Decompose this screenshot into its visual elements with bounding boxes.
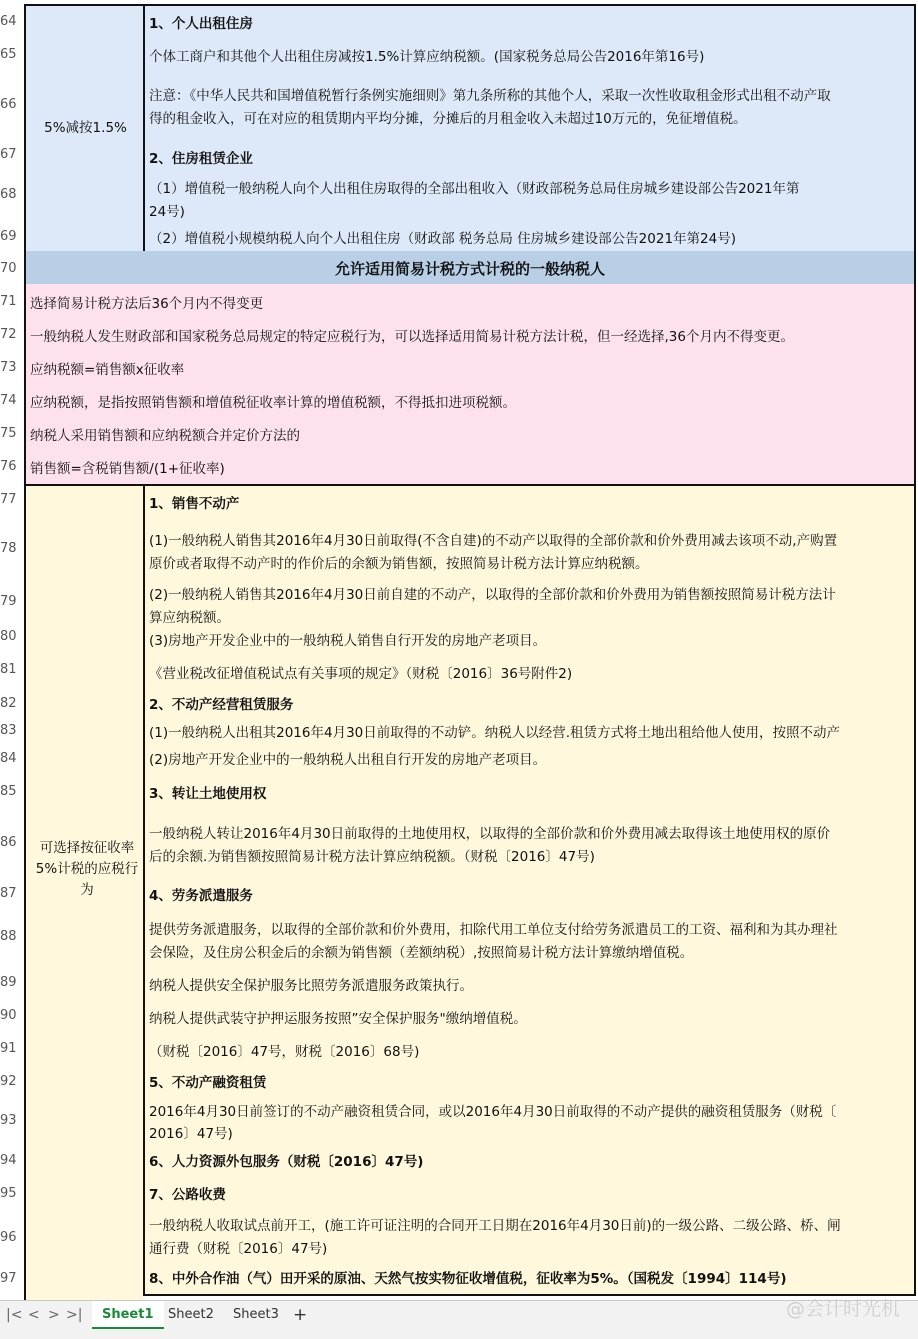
section-heading: 6、人力资源外包服务（财税〔2016〕47号) <box>149 1154 424 1170</box>
row-number[interactable]: 86 <box>0 835 17 850</box>
item-oil-gas[interactable] <box>143 1260 916 1296</box>
row-number[interactable]: 80 <box>0 629 17 644</box>
section-heading: 2、住房租赁企业 <box>149 151 253 167</box>
last-sheet-icon[interactable]: >| <box>66 1307 83 1323</box>
pink-section <box>24 284 916 485</box>
text-line: 原价或者取得不动产时的作价后的余额为销售额，按照简易计税方法计算应纳税额。 <box>149 556 649 572</box>
row-number[interactable]: 95 <box>0 1186 17 1201</box>
row-number[interactable]: 65 <box>0 47 17 62</box>
text-line[interactable]: 纳税人采用销售额和应纳税额合并定价方法的 <box>30 428 300 444</box>
item-hr-outsourcing[interactable] <box>143 1144 916 1178</box>
sheet-tab-bar <box>0 1300 918 1331</box>
row-number[interactable]: 78 <box>0 541 17 556</box>
row-number[interactable]: 93 <box>0 1113 17 1128</box>
first-sheet-icon[interactable]: |< <box>6 1307 23 1323</box>
row-number[interactable]: 72 <box>0 327 17 342</box>
next-sheet-icon[interactable]: > <box>48 1307 60 1323</box>
row-number[interactable]: 84 <box>0 751 17 766</box>
section-heading: 4、劳务派遣服务 <box>149 888 253 904</box>
row-number[interactable]: 81 <box>0 662 17 677</box>
text-line: 2016〕47号) <box>149 1126 233 1142</box>
row-number[interactable]: 90 <box>0 1008 17 1023</box>
label-text: 可选择按征收率5%计税的应税行为 <box>35 839 139 898</box>
row-number[interactable]: 85 <box>0 784 17 799</box>
text-line: 纳税人提供武装守护押运服务按照”安全保护服务"缴纳增值税。 <box>149 1011 527 1027</box>
row-number[interactable]: 70 <box>0 261 17 276</box>
text-line: 得的租金收入，可在对应的租赁期内平均分摊，分摊后的月租金收入未超过10万元的，免征增值税。 <box>149 111 747 127</box>
blue-label-cell[interactable] <box>24 4 145 253</box>
tab-sheet3[interactable]: Sheet3 <box>233 1307 279 1322</box>
text-line: (1)一般纳税人出租其2016年4月30日前取得的不动铲。纳税人以经营.租赁方式将土地出租给他人使用，按照不动产 <box>149 725 841 741</box>
blue-content-cell[interactable] <box>143 4 916 253</box>
row-number[interactable]: 73 <box>0 360 17 375</box>
text-line: 提供劳务派遣服务，以取得的全部价款和价外费用，扣除代用工单位支付给劳务派遣员工的工资、福利和为其办理社 <box>149 922 838 938</box>
text-line: (2)房地产开发企业中的一般纳税人出租自行开发的房地产老项目。 <box>149 752 547 768</box>
row-number[interactable]: 82 <box>0 696 17 711</box>
prev-sheet-icon[interactable]: < <box>28 1307 40 1323</box>
row-number[interactable]: 89 <box>0 975 17 990</box>
row-number[interactable]: 91 <box>0 1041 17 1056</box>
section-heading: 2、不动产经营租赁服务 <box>149 697 294 713</box>
label-text: 5%减按1.5% <box>44 120 127 136</box>
text-line: 通行费（财税〔2016〕47号) <box>149 1241 328 1257</box>
status-bar <box>0 1330 918 1339</box>
text-line[interactable]: 应纳税额，是指按照销售额和增值税征收率计算的增值税额，不得抵扣进项税额。 <box>30 395 516 411</box>
row-number[interactable]: 69 <box>0 229 17 244</box>
row-number[interactable]: 74 <box>0 393 17 408</box>
row-number[interactable]: 97 <box>0 1271 17 1286</box>
text-line[interactable]: 选择简易计税方法后36个月内不得变更 <box>30 296 264 312</box>
item-labor-dispatch[interactable] <box>143 876 916 1067</box>
row-number[interactable]: 71 <box>0 294 17 309</box>
text-line: 纳税人提供安全保护服务比照劳务派遣服务政策执行。 <box>149 978 473 994</box>
text-line: 24号) <box>149 204 185 220</box>
tab-sheet1[interactable]: Sheet1 <box>92 1301 164 1329</box>
text-line: 一般纳税人收取试点前开工，(施工许可证注明的合同开工日期在2016年4月30日前)的一级公路、二级公路、桥、闸 <box>149 1218 841 1234</box>
text-line: （财税〔2016〕47号，财税〔2016〕68号) <box>149 1044 420 1060</box>
row-number[interactable]: 88 <box>0 929 17 944</box>
row-number[interactable]: 76 <box>0 459 17 474</box>
item-land-use-right[interactable] <box>143 773 916 878</box>
text-line: （1）增值税一般纳税人向个人出租住房取得的全部出租收入（财政部税务总局住房城乡建设部公告2021年第 <box>149 181 800 197</box>
section-title: 允许适用简易计税方式计税的一般纳税人 <box>334 260 605 278</box>
text-line: 后的余额.为销售额按照简易计税方法计算应纳税额。（财税〔2016〕47号) <box>149 849 595 865</box>
section-heading: 7、公路收费 <box>149 1187 226 1203</box>
text-line[interactable]: 一般纳税人发生财政部和国家税务总局规定的特定应税行为，可以选择适用简易计税方法计税，但一经选择,36个月内不得变更。 <box>30 329 794 345</box>
cream-label-cell[interactable] <box>24 484 145 1300</box>
row-number[interactable]: 87 <box>0 886 17 901</box>
row-number[interactable]: 66 <box>0 97 17 112</box>
tab-sheet2[interactable]: Sheet2 <box>168 1307 214 1322</box>
text-line: 注意：《中华人民共和国增值税暂行条例实施细则》第九条所称的其他个人，采取一次性收取租金形式出租不动产取 <box>149 88 831 104</box>
row-number[interactable]: 92 <box>0 1074 17 1089</box>
section-header-cell[interactable] <box>24 251 916 286</box>
row-number[interactable]: 75 <box>0 426 17 441</box>
row-number[interactable]: 68 <box>0 187 17 202</box>
item-highway-toll[interactable] <box>143 1176 916 1262</box>
text-line: 个体工商户和其他个人出租住房减按1.5%计算应纳税额。(国家税务总局公告2016年第16号) <box>149 49 705 65</box>
text-line: 会保险，及住房公积金后的余额为销售额（差额纳税）,按照简易计税方法计算缴纳增值税。 <box>149 945 694 961</box>
item-real-estate-lease[interactable] <box>143 685 916 775</box>
row-number[interactable]: 77 <box>0 492 17 507</box>
text-line: 《营业税改征增值税试点有关事项的规定》（财税〔2016〕36号附件2) <box>149 666 573 682</box>
section-heading: 3、转让土地使用权 <box>149 786 267 802</box>
row-number[interactable]: 67 <box>0 147 17 162</box>
section-heading: 5、不动产融资租赁 <box>149 1075 267 1091</box>
text-line[interactable]: 应纳税额=销售额x征收率 <box>30 362 185 378</box>
row-number[interactable]: 64 <box>0 14 17 29</box>
row-number[interactable]: 94 <box>0 1153 17 1168</box>
item-sell-real-estate[interactable] <box>143 484 916 687</box>
text-line: （2）增值税小规模纳税人向个人出租住房（财政部 税务总局 住房城乡建设部公告2021年第24号) <box>149 231 736 247</box>
text-line: 算应纳税额。 <box>149 610 230 626</box>
text-line[interactable]: 销售额=含税销售额/(1+征收率) <box>30 461 225 477</box>
section-heading: 1、销售不动产 <box>149 496 240 512</box>
watermark-text: @会计时光机 <box>785 1298 900 1320</box>
row-header-column <box>0 0 24 1300</box>
row-number[interactable]: 79 <box>0 594 17 609</box>
text-line: 一般纳税人转让2016年4月30日前取得的土地使用权，以取得的全部价款和价外费用减去取得该土地使用权的原价 <box>149 826 831 842</box>
row-number[interactable]: 83 <box>0 723 17 738</box>
text-line: (2)一般纳税人销售其2016年4月30日前自建的不动产，以取得的全部价款和价外费用为销售额按照简易计税方法计 <box>149 587 836 603</box>
text-line: (1)一般纳税人销售其2016年4月30日前取得(不含自建)的不动产以取得的全部价款和价外费用减去该项不动,产购置 <box>149 533 838 549</box>
add-sheet-button[interactable]: + <box>293 1305 308 1325</box>
text-line: (3)房地产开发企业中的一般纳税人销售自行开发的房地产老项目。 <box>149 633 547 649</box>
text-line: 2016年4月30日前签订的不动产融资租赁合同，或以2016年4月30日前取得的不动产提供的融资租赁服务（财税〔 <box>149 1104 837 1120</box>
row-number[interactable]: 96 <box>0 1230 17 1245</box>
item-finance-lease[interactable] <box>143 1065 916 1146</box>
section-heading: 8、中外合作油（气）田开采的原油、天然气按实物征收增值税，征收率为5%。（国税发〔1994〕114号) <box>149 1271 787 1287</box>
section-heading: 1、个人出租住房 <box>149 16 253 32</box>
